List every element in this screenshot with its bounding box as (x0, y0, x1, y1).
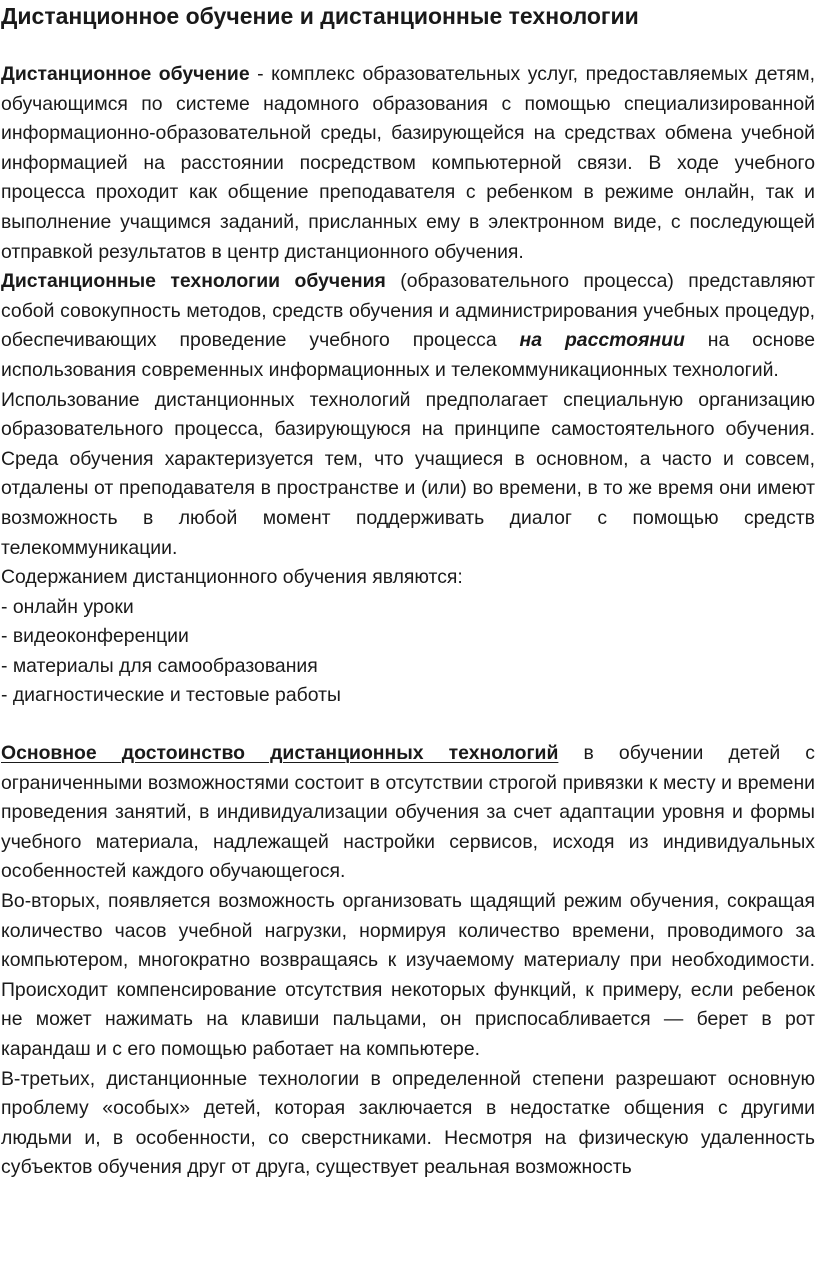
list-item: - диагностические и тестовые работы (1, 684, 341, 707)
paragraph-text: - комплекс образовательных услуг, предоставляемых детям, обучающимся по системе надомного образования с помощью специализированной информационно-образовательной среды, базирующейся на средствах обмена учебной информацией на расстоянии посредством компьютерной связи. В ходе учебного процесса проходит как общение преподавателя с ребенком в режиме онлайн, так и выполнение учащимся заданий, присланных ему в электронном виде, с последующей отправкой результатов в центр дистанционного обучения. (1, 63, 815, 263)
paragraph-distance-learning (1, 60, 815, 267)
paragraph-technology-use: Использование дистанционных технологий предполагает специальную организацию образовательного процесса, базирующуюся на принципе самостоятельного обучения. Среда обучения характеризуется тем, что учащиеся в основном, а часто и совсем, отдалены от преподавателя в пространстве и (или) во времени, в то же время они имеют возможность в любой момент поддерживать диалог с помощью средств телекоммуникации. (1, 388, 815, 559)
term-distance-technologies: Дистанционные технологии обучения (1, 270, 386, 293)
paragraph-thirdly: В-третьих, дистанционные технологии в определенной степени разрешают основную проблему «особых» детей, которая заключается в недостатке общения с другими людьми и, в особенности, со сверстниками. Несмотря на физическую удаленность субъектов обучения друг от друга, существует реальная возможность (1, 1067, 815, 1179)
paragraph-content-intro: Содержанием дистанционного обучения являются: (1, 566, 463, 589)
paragraph-distance-technologies (1, 267, 815, 385)
paragraph-main-advantage (1, 739, 815, 887)
emphasis-at-distance: на расстоянии (519, 329, 685, 352)
page-title: Дистанционное обучение и дистанционные технологии (1, 3, 639, 29)
document-page (0, 1, 816, 1183)
list-item: - видеоконференции (1, 625, 189, 648)
paragraph-text: (образовательного процесса) представляют собой совокупность методов, средств обучения и администрирования учебных процедур, обеспечивающих проведение учебного процесса (1, 270, 815, 352)
term-main-advantage: Основное достоинство дистанционных технологий (1, 742, 559, 765)
term-distance-learning: Дистанционное обучение (1, 63, 250, 85)
list-item: - материалы для самообразования (1, 654, 318, 677)
paragraph-text: на основе использования современных информационных и телекоммуникационных технологий. (1, 329, 815, 381)
paragraph-secondly: Во-вторых, появляется возможность организовать щадящий режим обучения, сокращая количество часов учебной нагрузки, нормируя количество времени, проводимого за компьютером, многократно возвращаясь к изучаемому материалу при необходимости. Происходит компенсирование отсутствия некоторых функций, к примеру, если ребенок не может нажимать на клавиши пальцами, он приспосабливается — берет в рот карандаш и с его помощью работает на компьютере. (1, 890, 815, 1060)
paragraph-text: в обучении детей с ограниченными возможностями состоит в отсутствии строгой привязки к месту и времени проведения занятий, в индивидуализации обучения за счет адаптации уровня и формы учебного материала, надлежащей настройки сервисов, исходя из индивидуальных особенностей каждого обучающегося. (1, 742, 815, 883)
list-item: - онлайн уроки (1, 595, 134, 618)
